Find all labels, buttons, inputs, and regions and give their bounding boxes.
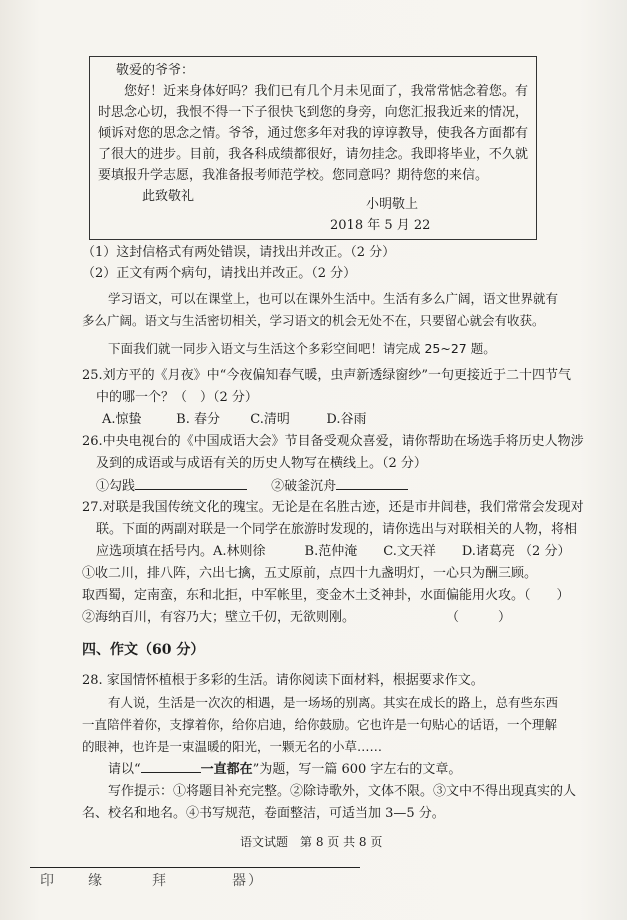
- letter-body: 您好！近来身体好吗？我们已有几个月未见面了，我常常惦念着您。有时思念心切，我恨不得一下子很快飞到您的身旁，向您汇报我近来的情况，倾诉对您的思念之情。爷爷，通过您多年对我的谆谆教导，使我各方面都有了很大的进步。目前，我各科成绩都很好，请勿挂念。我即将毕业，不久就要填报升学志愿，我准备报考师范学校。您同意吗？期待您的来信。: [98, 84, 528, 183]
- letter-date: 2018 年 5 月 22: [330, 218, 431, 233]
- section-4-title: 四、作文（60 分）: [82, 642, 205, 658]
- letter-signature: 小明敬上: [366, 197, 419, 212]
- q27-couplet-1-line-2: 取西蜀，定南蛮，东和北拒，中军帐里，变金木土爻神卦，水面偏能用火攻。（ ）: [82, 588, 570, 603]
- q28-prompt-prefix: 请以“: [108, 762, 141, 777]
- letter-question-2: （2）正文有两个病句，请找出并改正。（2 分）: [82, 266, 357, 281]
- q26-stem-1: 26.中央电视台的《中国成语大会》节目备受观众喜爱，请你帮助在场选手将历史人物涉: [82, 434, 584, 449]
- letter-closing: 此致敬礼: [142, 189, 195, 204]
- q28-material: 有人说，生活是一次次的相遇，是一场场的别离。其实在成长的路上，总有些东西一直陪伴着你，支撑着你，给你启迪，给你鼓励。它也许是一句贴心的话语，一个理解的眼神，也许是一束温暖的阳光，一颗无名的小草……: [82, 695, 559, 754]
- q26-items: [82, 475, 572, 498]
- letter-box: [89, 56, 537, 240]
- q28-prompt-line: [82, 758, 572, 781]
- q27-stem-2: 联。下面的两副对联是一个同学在旅游时发现的，请你选出与对联相关的人物，将相: [96, 522, 578, 537]
- bottom-marks: 印 缘 拜 器）: [40, 873, 264, 889]
- q25-option-a: A.惊蛰: [102, 412, 142, 427]
- question-28: [82, 670, 572, 692]
- intro-paragraph: 学习语文，可以在课堂上，也可以在课外生活中。生活有多么广阔，语文世界就有多么广阔。语文与生活密切相关，学习语文的机会无处不在，只要留心就会有收获。: [82, 291, 559, 328]
- q26-item-1: ①勾践: [96, 479, 136, 494]
- letter-questions: [82, 242, 562, 284]
- q28-title-blank[interactable]: [141, 758, 201, 773]
- q27-stem-3: 应选项填在括号内。A.林则徐 B.范仲淹 C.文天祥 D.诸葛亮 （2 分）: [96, 544, 571, 559]
- q25-stem-1: 25.刘方平的《月夜》中“今夜偏知春气暖，虫声新透绿窗纱”一句更接近于二十四节气: [82, 368, 571, 383]
- q28-prompt-title: 一直都在: [200, 762, 253, 777]
- q28-stem: 28. 家国情怀植根于多彩的生活。请你阅读下面材料，根据要求作文。: [82, 673, 484, 688]
- q25-option-c: C.清明: [250, 412, 290, 427]
- question-26: [82, 431, 584, 498]
- page-footer: 语文试题 第 8 页 共 8 页: [240, 835, 383, 849]
- q27-stem-1: 27.对联是我国传统文化的瑰宝。无论是在名胜古迹，还是市井闾巷，我们常常会发现对: [82, 500, 584, 515]
- q25-options: [82, 409, 572, 431]
- intro-lead: 下面我们就一同步入语文与生活这个多彩空间吧！请完成 25~27 题。: [108, 341, 496, 356]
- q26-blank-2[interactable]: [336, 475, 408, 490]
- q28-tips-2: 名、校名和地名。④书写规范，卷面整洁，可适当加 3—5 分。: [82, 806, 445, 821]
- question-27: [82, 497, 584, 629]
- q27-couplet-1-line-1: ①收二川，排八阵，六出七擒，五丈原前，点四十九盏明灯，一心只为酬三顾。: [82, 566, 538, 581]
- letter-greeting: 敬爱的爷爷：: [116, 63, 195, 78]
- q26-stem-2: 及到的成语或与成语有关的历史人物写在横线上。（2 分）: [96, 456, 427, 471]
- q25-option-b: B. 春分: [176, 412, 220, 427]
- q26-blank-1[interactable]: [135, 475, 247, 490]
- q25-stem-2: 中的哪一个？（ ）（2 分）: [96, 390, 258, 405]
- question-25: [82, 365, 572, 431]
- letter-question-1: （1）这封信格式有两处错误，请找出并改正。（2 分）: [82, 245, 396, 260]
- q25-option-d: D.谷雨: [326, 412, 367, 427]
- bottom-rule: [30, 867, 360, 868]
- q28-prompt-suffix: ”为题，写一篇 600 字左右的文章。: [252, 762, 462, 777]
- q27-couplet-2: ②海纳百川，有容乃大；壁立千仞，无欲则刚。 （ ）: [82, 610, 512, 625]
- q26-item-2: ②破釜沉舟: [271, 479, 337, 494]
- q28-tips-1: 写作提示：①将题目补充完整。②除诗歌外，文体不限。③文中不得出现真实的人: [108, 784, 577, 799]
- q28-prompt: [82, 758, 577, 825]
